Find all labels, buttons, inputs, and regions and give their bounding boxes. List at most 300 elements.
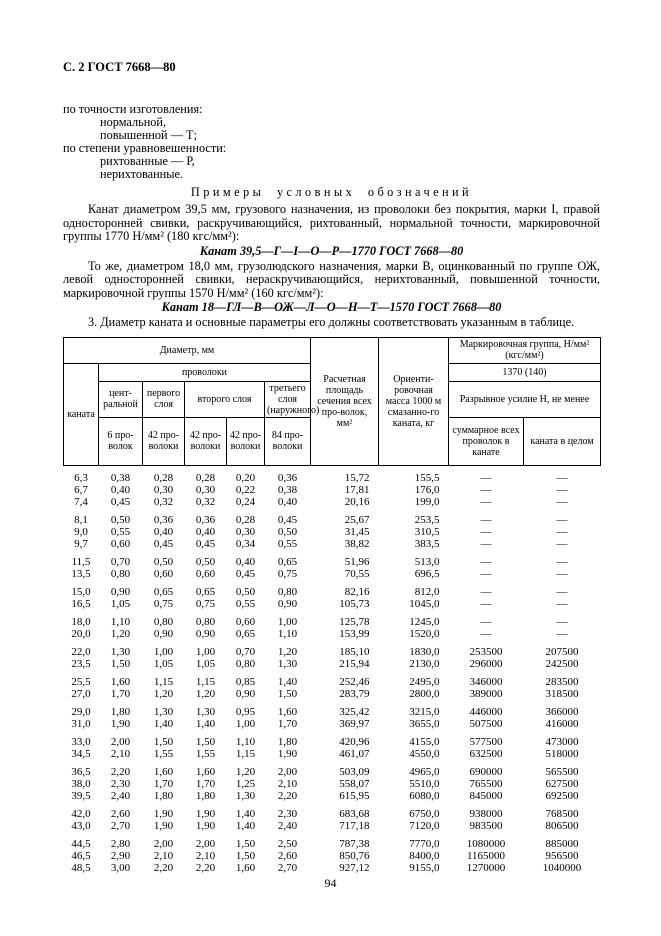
table-row [64,802,601,820]
table-cell: 34,5 [71,747,91,760]
table-cell: 7,4 [74,495,88,508]
table-cell: 17,81 [344,483,370,496]
table-cell: 692500 [545,789,579,802]
table-cell: 242500 [545,657,579,670]
table-cell: 6080,0 [409,789,440,802]
header-sum-wires: суммарное всех проволок в канате [449,417,524,465]
table-cell: 15,72 [344,471,370,484]
table-cell: 2130,0 [409,657,440,670]
table-cell: 0,65 [153,585,174,598]
text-line: нормальной, [100,115,167,129]
table-cell: 8400,0 [409,849,440,862]
table-cell: 0,38 [110,471,131,484]
table-cell: 9,0 [74,525,88,538]
table-cell: 0,65 [277,555,298,568]
table-cell: 1,50 [277,687,298,700]
table-cell: 2,90 [110,849,131,862]
table-cell: 1,40 [277,675,298,688]
examples-heading: Примеры условных обозначений [190,185,473,199]
header-breaking-force: Разрывное усилие Н, не менее [449,381,601,417]
table-cell: 176,0 [414,483,440,496]
table-cell: — [556,513,568,526]
table-cell: 1520,0 [409,627,440,640]
header-diameter: Диаметр, мм [64,337,311,363]
table-cell: 3215,0 [409,705,440,718]
table-row [64,820,601,832]
table-cell: 1,30 [153,705,174,718]
table-cell: 1165000 [466,849,506,862]
table-cell: 0,36 [277,471,298,484]
table-cell: — [556,585,568,598]
table-cell: 1,70 [195,777,216,790]
table-cell: 1270000 [466,861,506,874]
table-cell: 15,0 [71,585,91,598]
table-cell: 1080000 [466,837,506,850]
table-cell: 1,00 [235,717,256,730]
table-cell: 48,5 [71,861,91,874]
table-cell: 461,07 [339,747,370,760]
classification-list [63,103,600,181]
table-cell: 2,40 [110,789,131,802]
table-cell: 366000 [545,705,579,718]
table-cell: — [480,471,492,484]
table-cell: 0,45 [110,495,131,508]
table-cell: 1,15 [153,675,174,688]
table-row [64,568,601,580]
header-rope: каната [64,363,99,465]
table-cell: 2,20 [110,765,131,778]
table-cell: 850,76 [339,849,370,862]
table-cell: 565500 [545,765,579,778]
table-cell: 0,95 [235,705,256,718]
table-cell: 1,40 [195,717,216,730]
table-cell: 683,68 [339,807,370,820]
header-first-layer: первого слоя [143,381,185,417]
table-cell: 283500 [545,675,579,688]
table-cell: 2495,0 [409,675,440,688]
table-cell: 787,38 [339,837,370,850]
table-cell: 2,80 [110,837,131,850]
table-cell: 1,40 [153,717,174,730]
header-central-layer: цент-ральной [99,381,143,417]
table-cell: 44,5 [71,837,91,850]
table-row [64,850,601,862]
table-cell: 518000 [545,747,579,760]
table-cell: 2,30 [277,807,298,820]
table-cell: 1,00 [195,645,216,658]
table-cell: 0,34 [235,537,256,550]
table-cell: 1040000 [542,861,582,874]
table-cell: 6750,0 [409,807,440,820]
table-cell: 1,40 [235,819,256,832]
table-cell: 0,50 [195,555,216,568]
table-cell: 0,22 [235,483,256,496]
table-cell: 1045,0 [409,597,440,610]
table-cell: 2,00 [277,765,298,778]
table-cell: — [480,513,492,526]
table-cell: 82,16 [344,585,370,598]
table-cell: 1,30 [235,789,256,802]
table-cell: 1,60 [195,765,216,778]
table-cell: 558,07 [339,777,370,790]
table-cell: 296000 [469,657,503,670]
header-count-second-b: 42 про-волоки [227,417,265,465]
table-cell: — [480,615,492,628]
table-cell: 1,20 [235,765,256,778]
table-cell: 0,28 [195,471,216,484]
text-line: рихтованные — Р, [100,154,195,168]
table-cell: 215,94 [339,657,370,670]
table-cell: 0,50 [153,555,174,568]
table-cell: 1,90 [153,819,174,832]
doc-header: С. 2 ГОСТ 7668—80 [63,60,176,74]
table-cell: — [556,483,568,496]
table-cell: 1,15 [195,675,216,688]
table-row [64,610,601,628]
table-cell: 2,00 [195,837,216,850]
table-cell: 16,5 [71,597,91,610]
header-mass: Ориенти-ровочная масса 1000 м смазанно-го каната, кг [379,337,449,465]
table-row [64,700,601,718]
table-cell: 1,50 [235,849,256,862]
table-cell: 0,30 [153,483,174,496]
table-cell: 2,10 [110,747,131,760]
table-cell: 25,5 [71,675,91,688]
table-cell: 4965,0 [409,765,440,778]
table-cell: 9155,0 [409,861,440,874]
table-cell: 0,80 [110,567,131,580]
table-cell: 0,45 [235,567,256,580]
table-cell: 2,20 [153,861,174,874]
page-number: 94 [324,876,337,890]
table-cell: 513,0 [414,555,440,568]
table-cell: — [556,597,568,610]
table-cell: 31,0 [71,717,91,730]
table-cell: 36,5 [71,765,91,778]
table-row [64,730,601,748]
table-cell: 1,50 [195,735,216,748]
table-row [64,538,601,550]
table-cell: 1,90 [277,747,298,760]
table-cell: 38,82 [344,537,370,550]
table-cell: 0,40 [153,525,174,538]
table-cell: 283,79 [339,687,370,700]
table-cell: 2,10 [153,849,174,862]
table-cell: 0,50 [110,513,131,526]
table-cell: 416000 [545,717,579,730]
table-cell: 0,90 [195,627,216,640]
table-cell: — [556,627,568,640]
table-row [64,580,601,598]
table-cell: 577500 [469,735,503,748]
table-cell: 1,70 [153,777,174,790]
table-cell: — [480,567,492,580]
table-cell: — [480,483,492,496]
table-cell: 43,0 [71,819,91,832]
table-row [64,550,601,568]
table-row [64,760,601,778]
table-cell: 318500 [545,687,579,700]
table-cell: — [556,567,568,580]
table-cell: 983500 [469,819,503,832]
table-cell: 39,5 [71,789,91,802]
table-cell: — [556,615,568,628]
example-paragraph-1: Канат диаметром 39,5 мм, грузового назначения, из проволоки без покрытия, марки I, правой односторонней свивки, раскручивающийся, рихтованный, нормальной точности, маркировочной группы 1770 Н/мм² (180 кгс/мм²): [63,202,600,243]
table-cell: 1,10 [277,627,298,640]
table-cell: 1,90 [195,819,216,832]
table-cell: 207500 [545,645,579,658]
table-cell: 885000 [545,837,579,850]
table-cell: 29,0 [71,705,91,718]
table-cell: 7120,0 [409,819,440,832]
header-marking-group: Маркировочная группа, Н/мм² (кгс/мм²) [449,337,601,363]
table-cell: 2,40 [277,819,298,832]
rope-designation-2: Канат 18—ГЛ—В—ОЖ—Л—О—Н—Т—1570 ГОСТ 7668—80 [161,300,502,314]
table-cell: 25,67 [344,513,370,526]
table-cell: 806500 [545,819,579,832]
table-row [64,496,601,508]
table-cell: 31,45 [344,525,370,538]
table-cell: 0,75 [277,567,298,580]
table-cell: 1,20 [195,687,216,700]
table-cell: 1,50 [235,837,256,850]
table-cell: 812,0 [414,585,440,598]
table-cell: 696,5 [414,567,440,580]
table-cell: 2,50 [277,837,298,850]
table-cell: 1,60 [153,765,174,778]
table-row [64,658,601,670]
table-cell: 690000 [469,765,503,778]
table-cell: 2,00 [110,735,131,748]
header-count-first: 42 про-волоки [143,417,185,465]
table-cell: 1,80 [110,705,131,718]
table-cell: 627500 [545,777,579,790]
table-cell: 2,20 [277,789,298,802]
table-cell: 0,75 [153,597,174,610]
table-cell: 310,5 [414,525,440,538]
table-row [64,748,601,760]
table-cell: 8,1 [74,513,88,526]
table-row [64,508,601,526]
table-cell: 18,0 [71,615,91,628]
table-cell: 1,05 [153,657,174,670]
table-cell: 0,50 [235,585,256,598]
header-second-layer: второго слоя [185,381,265,417]
table-cell: 1,25 [235,777,256,790]
table-cell: 2,10 [195,849,216,862]
table-cell: 0,60 [110,537,131,550]
table-row [64,628,601,640]
table-cell: 6,3 [74,471,88,484]
table-cell: 1,50 [153,735,174,748]
header-third-layer: третьего слоя (наружного) [265,381,311,417]
table-cell: 253,5 [414,513,440,526]
table-cell: 0,55 [277,537,298,550]
table-cell: — [556,555,568,568]
table-cell: 420,96 [339,735,370,748]
table-row [64,640,601,658]
table-cell: 1,90 [195,807,216,820]
table-cell: — [556,525,568,538]
example-paragraph-2: То же, диаметром 18,0 мм, грузолюдского назначения, марки В, оцинкованный по группе ОЖ, левой односторонней свивки, нераскручивающийся, нерихтованный, повышенной точности, маркировочной группы 1570 Н/мм² (160 кгс/мм²): [63,258,600,300]
table-cell: — [480,585,492,598]
table-cell: 2,00 [153,837,174,850]
table-cell: 346000 [469,675,503,688]
header-group-value: 1370 (140) [449,363,601,381]
table-cell: 0,70 [110,555,131,568]
table-row [64,670,601,688]
table-cell: 33,0 [71,735,91,748]
table-cell: 27,0 [71,687,91,700]
table-cell: 0,20 [235,471,256,484]
header-count-third: 84 про-волоки [265,417,311,465]
table-cell: 507500 [469,717,503,730]
table-cell: 7770,0 [409,837,440,850]
table-cell: 325,42 [339,705,370,718]
table-cell: 0,40 [277,495,298,508]
table-cell: 0,80 [153,615,174,628]
table-cell: 0,65 [235,627,256,640]
table-cell: 845000 [469,789,503,802]
header-count-central: 6 про-волок [99,417,143,465]
table-cell: — [480,495,492,508]
header-wires: проволоки [99,363,311,381]
table-cell: — [556,495,568,508]
table-cell: 2,30 [110,777,131,790]
table-cell: 20,16 [344,495,370,508]
table-cell: 253500 [469,645,503,658]
table-cell: 717,18 [339,819,370,832]
table-cell: — [556,471,568,484]
table-row [64,778,601,790]
document-page [63,60,600,874]
table-cell: 2800,0 [409,687,440,700]
table-cell: 1,60 [110,675,131,688]
table-row [64,718,601,730]
table-row [64,598,601,610]
table-cell: 1,05 [195,657,216,670]
table-cell: 0,40 [195,525,216,538]
table-cell: 0,55 [235,597,256,610]
table-cell: 23,5 [71,657,91,670]
table-cell: 0,80 [235,657,256,670]
parameters-table [63,337,601,874]
table-cell: 20,0 [71,627,91,640]
table-cell: 1,55 [153,747,174,760]
table-cell: 0,75 [195,597,216,610]
table-cell: 1,55 [195,747,216,760]
table-cell: 51,96 [344,555,370,568]
table-cell: 0,40 [110,483,131,496]
table-cell: 1,30 [277,657,298,670]
table-cell: 615,95 [339,789,370,802]
table-cell: 1,00 [153,645,174,658]
table-cell: 1,40 [235,807,256,820]
table-cell: 446000 [469,705,503,718]
table-cell: 0,80 [277,585,298,598]
table-row [64,484,601,496]
table-cell: 38,0 [71,777,91,790]
table-cell: 0,80 [195,615,216,628]
table-cell: 0,45 [277,513,298,526]
table-cell: 3655,0 [409,717,440,730]
table-cell: 956500 [545,849,579,862]
table-row [64,862,601,874]
text-line: по точности изготовления: [63,102,203,116]
table-cell: 0,40 [235,555,256,568]
table-cell: 768500 [545,807,579,820]
table-cell: 2,60 [277,849,298,862]
table-cell: 5510,0 [409,777,440,790]
table-cell: 0,60 [235,615,256,628]
table-row [64,832,601,850]
table-header [64,337,601,465]
table-cell: 1,70 [110,687,131,700]
table-cell: 1,80 [153,789,174,802]
table-cell: 0,90 [153,627,174,640]
table-cell: 153,99 [339,627,370,640]
table-cell: — [480,627,492,640]
table-cell: 1,70 [277,717,298,730]
table-cell: 0,90 [235,687,256,700]
header-section-area: Расчетная площадь сечения всех про-волок, мм² [311,337,379,465]
table-row [64,526,601,538]
table-cell: 1,50 [110,657,131,670]
table-cell: 0,85 [235,675,256,688]
table-cell: 0,60 [195,567,216,580]
table-cell: 2,70 [277,861,298,874]
table-cell: 369,97 [339,717,370,730]
table-cell: 927,12 [339,861,370,874]
table-cell: 1,05 [110,597,131,610]
table-cell: 3,00 [110,861,131,874]
table-cell: 105,73 [339,597,370,610]
table-cell: 22,0 [71,645,91,658]
table-cell: 11,5 [71,555,91,568]
table-cell: 199,0 [414,495,440,508]
table-cell: 252,46 [339,675,370,688]
text-line: по степени уравновешенности: [63,141,227,155]
table-cell: 389000 [469,687,503,700]
table-cell: — [480,525,492,538]
text-line: повышенной — Т; [100,128,197,142]
table-cell: 1,90 [110,717,131,730]
table-cell: 1,20 [277,645,298,658]
table-cell: 0,70 [235,645,256,658]
table-cell: 938000 [469,807,503,820]
table-cell: 0,28 [153,471,174,484]
table-cell: 70,55 [344,567,370,580]
table-cell: 0,30 [235,525,256,538]
table-cell: 1,30 [110,645,131,658]
table-cell: 0,65 [195,585,216,598]
table-cell: 2,10 [277,777,298,790]
table-row [64,790,601,802]
table-cell: 6,7 [74,483,88,496]
table-cell: 0,45 [153,537,174,550]
header-row-1 [64,337,601,363]
table-row [64,465,601,484]
table-cell: 0,90 [277,597,298,610]
table-cell: 46,5 [71,849,91,862]
table-cell: 2,60 [110,807,131,820]
table-cell: 503,09 [339,765,370,778]
table-cell: 1,00 [277,615,298,628]
table-cell: — [480,555,492,568]
table-cell: 42,0 [71,807,91,820]
table-cell: 1,60 [235,861,256,874]
table-cell: 1,80 [195,789,216,802]
